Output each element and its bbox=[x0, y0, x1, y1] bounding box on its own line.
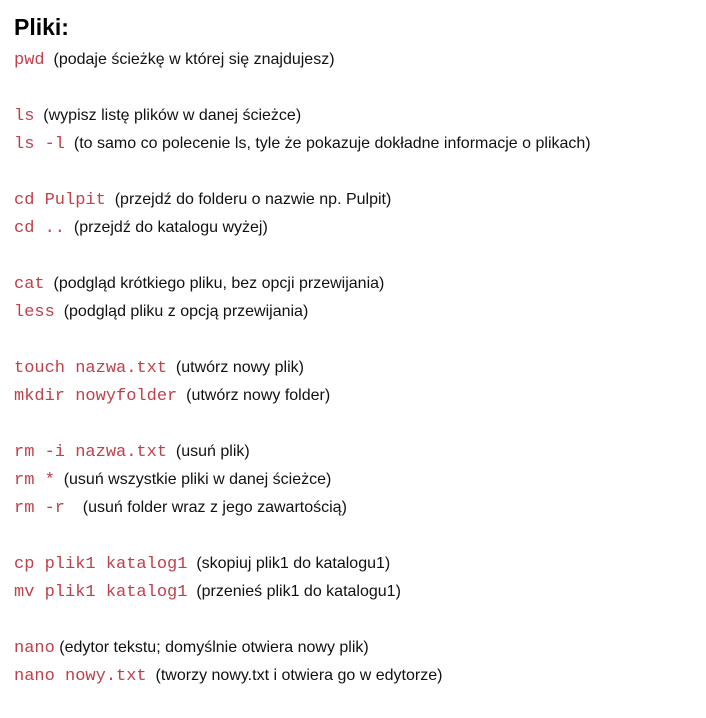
command-line bbox=[14, 46, 694, 74]
command-description: (usuń folder wraz z jego zawartością) bbox=[82, 499, 347, 516]
command-line bbox=[14, 382, 694, 410]
command-gap bbox=[65, 214, 74, 242]
command-line bbox=[14, 102, 694, 130]
command-name: cp plik1 katalog1 bbox=[14, 555, 188, 574]
command-line bbox=[14, 634, 694, 662]
command-line bbox=[14, 130, 694, 158]
command-name: rm * bbox=[14, 471, 55, 490]
command-line bbox=[14, 298, 694, 326]
command-gap bbox=[187, 578, 196, 606]
command-description: (to samo co polecenie ls, tyle że pokazuje dokładne informacje o plikach) bbox=[73, 135, 591, 152]
command-group bbox=[14, 634, 694, 690]
command-name: nano nowy.txt bbox=[14, 667, 147, 686]
command-name: nano bbox=[14, 639, 55, 658]
command-description: (edytor tekstu; domyślnie otwiera nowy plik) bbox=[59, 639, 369, 656]
command-description: (skopiuj plik1 do katalogu1) bbox=[196, 555, 391, 572]
command-name: mv plik1 katalog1 bbox=[14, 583, 188, 602]
command-gap bbox=[65, 130, 74, 158]
command-description: (przejdź do folderu o nazwie np. Pulpit) bbox=[114, 191, 392, 208]
command-description: (tworzy nowy.txt i otwiera go w edytorze) bbox=[155, 667, 443, 684]
command-description: (przejdź do katalogu wyżej) bbox=[73, 219, 268, 236]
command-name: ls -l bbox=[14, 135, 66, 154]
command-description: (usuń wszystkie pliki w danej ścieżce) bbox=[63, 471, 332, 488]
command-name: touch nazwa.txt bbox=[14, 359, 168, 378]
command-name: pwd bbox=[14, 51, 45, 70]
page-title: Pliki: bbox=[14, 14, 69, 40]
command-gap bbox=[55, 466, 64, 494]
command-name: cat bbox=[14, 275, 45, 294]
command-line bbox=[14, 270, 694, 298]
command-line bbox=[14, 578, 694, 606]
command-gap bbox=[106, 186, 115, 214]
command-name: rm -i nazwa.txt bbox=[14, 443, 168, 462]
command-line bbox=[14, 550, 694, 578]
document-page bbox=[14, 10, 694, 718]
command-description: (podgląd krótkiego pliku, bez opcji przewijania) bbox=[53, 275, 385, 292]
command-gap bbox=[167, 354, 176, 382]
command-name: cd Pulpit bbox=[14, 191, 106, 210]
command-name: cd .. bbox=[14, 219, 66, 238]
command-group bbox=[14, 550, 694, 606]
command-name: rm -r bbox=[14, 499, 66, 518]
command-line bbox=[14, 214, 694, 242]
command-gap bbox=[147, 662, 156, 690]
command-gap bbox=[45, 46, 54, 74]
command-group bbox=[14, 46, 694, 74]
command-name: ls bbox=[14, 107, 35, 126]
command-list bbox=[14, 46, 694, 690]
command-line bbox=[14, 438, 694, 466]
command-group bbox=[14, 186, 694, 242]
command-name: mkdir nowyfolder bbox=[14, 387, 178, 406]
command-description: (przenieś plik1 do katalogu1) bbox=[196, 583, 401, 600]
command-description: (usuń plik) bbox=[175, 443, 250, 460]
command-gap bbox=[177, 382, 186, 410]
command-line bbox=[14, 186, 694, 214]
command-description: (wypisz listę plików w danej ścieżce) bbox=[43, 107, 302, 124]
command-line bbox=[14, 354, 694, 382]
command-description: (utwórz nowy folder) bbox=[186, 387, 331, 404]
command-line bbox=[14, 662, 694, 690]
command-gap bbox=[55, 298, 64, 326]
command-line bbox=[14, 466, 694, 494]
command-gap bbox=[45, 270, 54, 298]
command-group bbox=[14, 270, 694, 326]
command-description: (podgląd pliku z opcją przewijania) bbox=[63, 303, 309, 320]
command-gap bbox=[167, 438, 176, 466]
command-line bbox=[14, 494, 694, 522]
command-group bbox=[14, 102, 694, 158]
command-group bbox=[14, 354, 694, 410]
command-group bbox=[14, 438, 694, 522]
command-description: (podaje ścieżkę w której się znajdujesz) bbox=[53, 51, 335, 68]
command-gap bbox=[187, 550, 196, 578]
command-name: less bbox=[14, 303, 55, 322]
command-gap bbox=[34, 102, 43, 130]
command-gap bbox=[65, 494, 83, 522]
command-description: (utwórz nowy plik) bbox=[175, 359, 304, 376]
